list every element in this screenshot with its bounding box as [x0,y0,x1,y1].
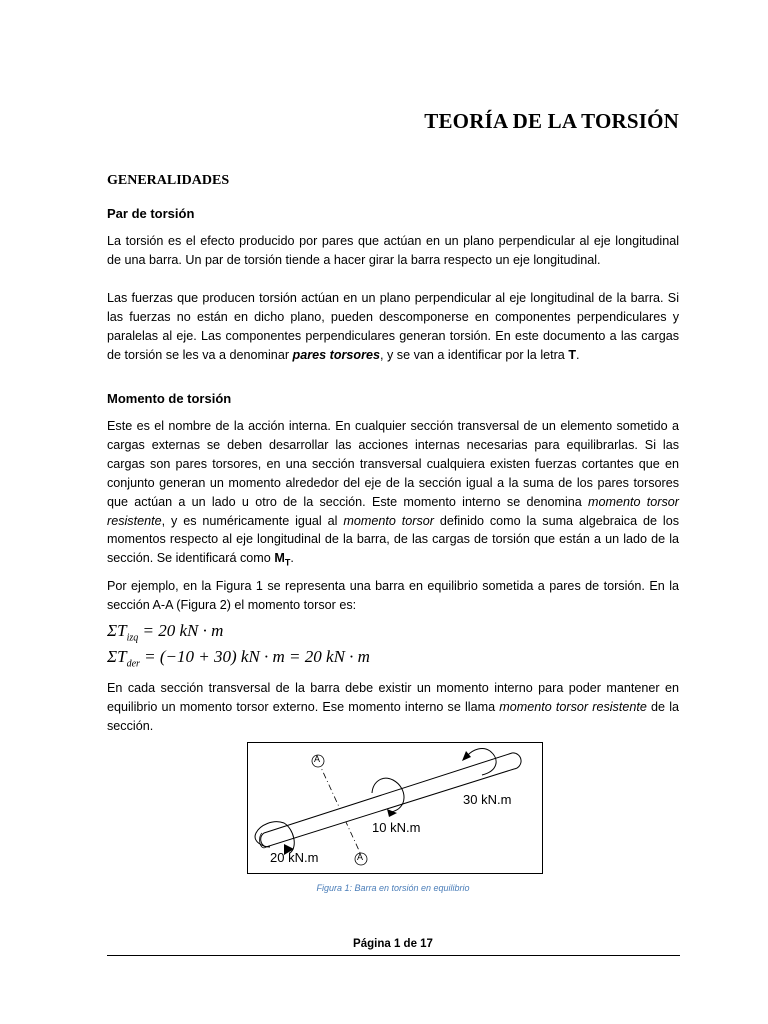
section-marker-bottom: A [357,852,364,862]
torque-30-arrowhead [462,751,471,761]
paragraph-text: . [290,551,294,566]
equation-subscript: der [126,658,140,670]
subheading-par-de-torsion: Par de torsión [107,206,195,221]
torque-label-30: 30 kN.m [463,792,512,807]
emphasis-momento-torsor-resistente: momento torsor resistente [107,494,679,528]
emphasis-pares-torsores: pares torsores [292,347,381,362]
paragraph-text: definido como la suma algebraica de los momentos respecto al eje longitudinal de la barra, de las cargas de torsión que están a un lado de la sección. Se identificará como [107,513,679,566]
symbol-t: T [568,347,577,362]
paragraph-text: de la sección. [107,699,679,733]
equation-rhs: = (−10 + 30) kN · m = 20 kN · m [139,647,370,666]
paragraph-text: , y es numéricamente igual al [161,513,344,528]
symbol-m-subscript: T [284,557,291,568]
section-heading-generalidades: GENERALIDADES [107,173,230,188]
figure-bar-in-torsion [247,742,543,874]
figure-caption: Figura 1: Barra en torsión en equilibrio [316,883,470,893]
equation-lhs: ΣT [107,647,127,666]
paragraph-text: Las fuerzas que producen torsión actúan en un plano perpendicular al eje longitudinal de la barra. Si las fuerzas no están en dicho plano, pueden descomponerse en componentes perpendiculares y paralelas al eje. Las componentes perpendiculares generan torsión. En este documento a las cargas de torsión se les va a denominar [107,291,679,362]
paragraph-text: En cada sección transversal de la barra debe existir un momento interno para poder mantener en equilibrio un momento torsor externo. Ese momento interno se llama [107,681,679,714]
torque-label-10: 10 kN.m [372,820,421,835]
equation-lhs: ΣT [107,621,127,640]
subheading-momento-de-torsion: Momento de torsión [107,391,232,406]
paragraph-momento-torsion [107,417,679,573]
emphasis-momento-torsor-resistente: momento torsor resistente [499,699,647,714]
paragraph-torsion-forces [107,289,679,365]
equation-subscript: izq [126,632,139,644]
section-marker-top: A [314,754,321,764]
equation-sum-right [107,647,370,669]
footer-rule [107,955,680,956]
equation-rhs: = 20 kN · m [138,621,224,640]
paragraph-text: , y se van a identificar por la letra [380,347,569,362]
equation-sum-left [107,621,223,643]
symbol-m: M [274,551,285,566]
emphasis-momento-torsor: momento torsor [343,513,434,528]
paragraph-text: Este es el nombre de la acción interna. En cualquier sección transversal de un elemento sometido a cargas externas se deben desarrollar las acciones internas necesarias para equilibrarlas. Si las cargas son pares torsores, en una sección transversal cualquiera existen fuerzas cortantes que en conjunto generan un momento alrededor del eje de la sección igual a la suma de los pares torsores que actúan a un lado u otro de la sección. Este momento interno se denomina [107,419,679,509]
paragraph-figure-example: Por ejemplo, en la Figura 1 se representa una barra en equilibrio sometida a pares de torsión. En la sección A-A (Figura 2) el momento torsor es: [107,579,679,612]
paragraph-text: . [576,347,580,362]
page-number-footer: Página 1 de 17 [353,938,433,950]
paragraph-internal-moment [107,679,679,736]
paragraph-torsion-definition: La torsión es el efecto producido por pares que actúan en un plano perpendicular al eje longitudinal de una barra. Un par de torsión tiende a hacer girar la barra respecto un eje longitudinal. [107,234,679,267]
torque-label-20: 20 kN.m [270,850,319,865]
document-title: TEORÍA DE LA TORSIÓN [424,109,679,133]
